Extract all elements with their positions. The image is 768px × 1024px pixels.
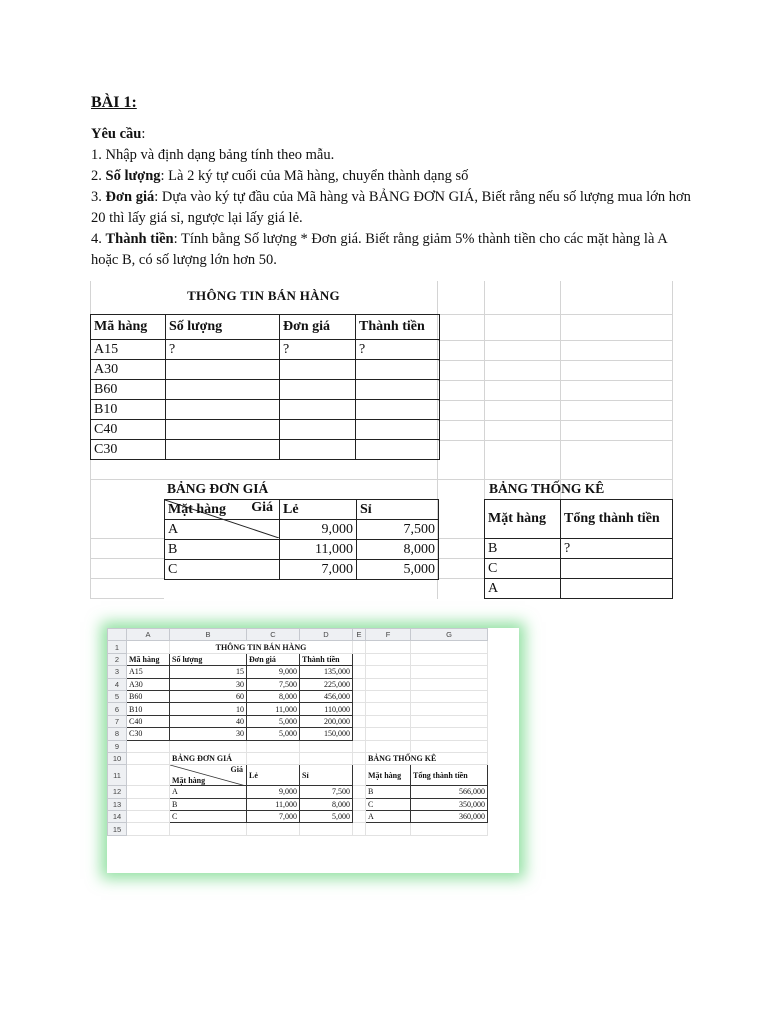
requirement-item-1: 1. Nhập và định dạng bảng tính theo mẫu. xyxy=(91,147,335,163)
table-row: 3 A15 15 9,000 135,000 xyxy=(108,666,488,678)
table-row: 8 C30 30 5,000 150,000 xyxy=(108,728,488,740)
table-row: A xyxy=(485,579,673,599)
table-row: 11 Giá Mặt hàng Lẻ Sỉ Mặt hàng Tổng thành tiền xyxy=(108,765,488,786)
column-header-row: A B C D E F G xyxy=(108,629,488,641)
table-header-row xyxy=(165,500,439,520)
table-row: B60 xyxy=(91,380,440,400)
header-cell: Mã hàng xyxy=(91,315,166,340)
table-row: C30 xyxy=(91,440,440,460)
table-row: C40 xyxy=(91,420,440,440)
table-row: 13 B 11,000 8,000 C 350,000 xyxy=(108,798,488,810)
header-cell: Số lượng xyxy=(166,315,280,340)
table-row: 10 BẢNG ĐƠN GIÁ BẢNG THỐNG KÊ xyxy=(108,752,488,764)
requirement-item-3: 3. Đơn giá: Dựa vào ký tự đầu của Mã hàng và BẢNG ĐƠN GIÁ, Biết rằng nếu số lượng mua lớn hơn 20 thì lấy giá sỉ, ngược lại lấy giá lẻ. xyxy=(91,189,691,226)
requirements-heading-line: Yêu cầu: xyxy=(91,126,146,142)
table-row: 9 xyxy=(108,740,488,752)
excel-stats-title: BẢNG THỐNG KÊ xyxy=(366,752,488,764)
table-row: 15 xyxy=(108,823,488,835)
header-cell: Mặt hàng xyxy=(485,500,561,539)
requirements-heading: Yêu cầu xyxy=(91,126,142,142)
excel-diagonal-cell: Giá Mặt hàng xyxy=(170,765,247,786)
table-row: A15 ? ? ? xyxy=(91,340,440,360)
header-cell: Thành tiền xyxy=(356,315,440,340)
header-cell: Đơn giá xyxy=(280,315,356,340)
table-row: C xyxy=(485,559,673,579)
header-cell: Sỉ xyxy=(357,500,439,520)
table-row: 7 C40 40 5,000 200,000 xyxy=(108,715,488,727)
table-row: B 11,000 8,000 xyxy=(165,540,439,560)
table-row: 14 C 7,000 5,000 A 360,000 xyxy=(108,811,488,823)
table-row: 6 B10 10 11,000 110,000 xyxy=(108,703,488,715)
sales-table xyxy=(90,314,440,460)
table-row: 12 A 9,000 7,500 B 566,000 xyxy=(108,786,488,798)
stats-table-title: BẢNG THỐNG KÊ xyxy=(489,481,605,496)
exercise-title: BÀI 1: xyxy=(91,94,137,111)
diagonal-header-cell xyxy=(165,500,280,520)
header-cell: Lẻ xyxy=(280,500,357,520)
stats-table xyxy=(484,499,673,599)
table-row: A30 xyxy=(91,360,440,380)
header-cell: Tổng thành tiền xyxy=(561,500,673,539)
table-header-row xyxy=(485,500,673,539)
excel-screenshot xyxy=(107,628,519,873)
corner-top-label: Giá xyxy=(251,500,273,515)
corner-bottom-label: Mặt hàng xyxy=(168,502,226,517)
excel-price-title: BẢNG ĐƠN GIÁ xyxy=(170,752,247,764)
table-row: 1 THÔNG TIN BÁN HÀNG xyxy=(108,641,488,653)
requirement-item-2: 2. Số lượng: Là 2 ký tự cuối của Mã hàng, chuyển thành dạng số xyxy=(91,168,469,184)
excel-sales-title: THÔNG TIN BÁN HÀNG xyxy=(170,641,353,653)
table-row: A 9,000 7,500 xyxy=(165,520,439,540)
table-row: 4 A30 30 7,500 225,000 xyxy=(108,678,488,690)
table-row: 5 B60 60 8,000 456,000 xyxy=(108,690,488,702)
table-header-row xyxy=(91,315,440,340)
requirement-item-4: 4. Thành tiền: Tính bằng Số lượng * Đơn giá. Biết rằng giảm 5% thành tiền cho các mặt hàng là A hoặc B, có số lượng lớn hơn 50. xyxy=(91,231,667,268)
table-row: B10 xyxy=(91,400,440,420)
sales-table-title: THÔNG TIN BÁN HÀNG xyxy=(187,288,340,303)
table-row: C 7,000 5,000 xyxy=(165,560,439,580)
price-table-title: BẢNG ĐƠN GIÁ xyxy=(167,481,269,496)
table-row: B ? xyxy=(485,539,673,559)
price-table xyxy=(164,499,439,580)
excel-grid xyxy=(107,628,488,836)
requirements xyxy=(91,124,691,271)
table-row: 2 Mã hàng Số lượng Đơn giá Thành tiền xyxy=(108,653,488,665)
